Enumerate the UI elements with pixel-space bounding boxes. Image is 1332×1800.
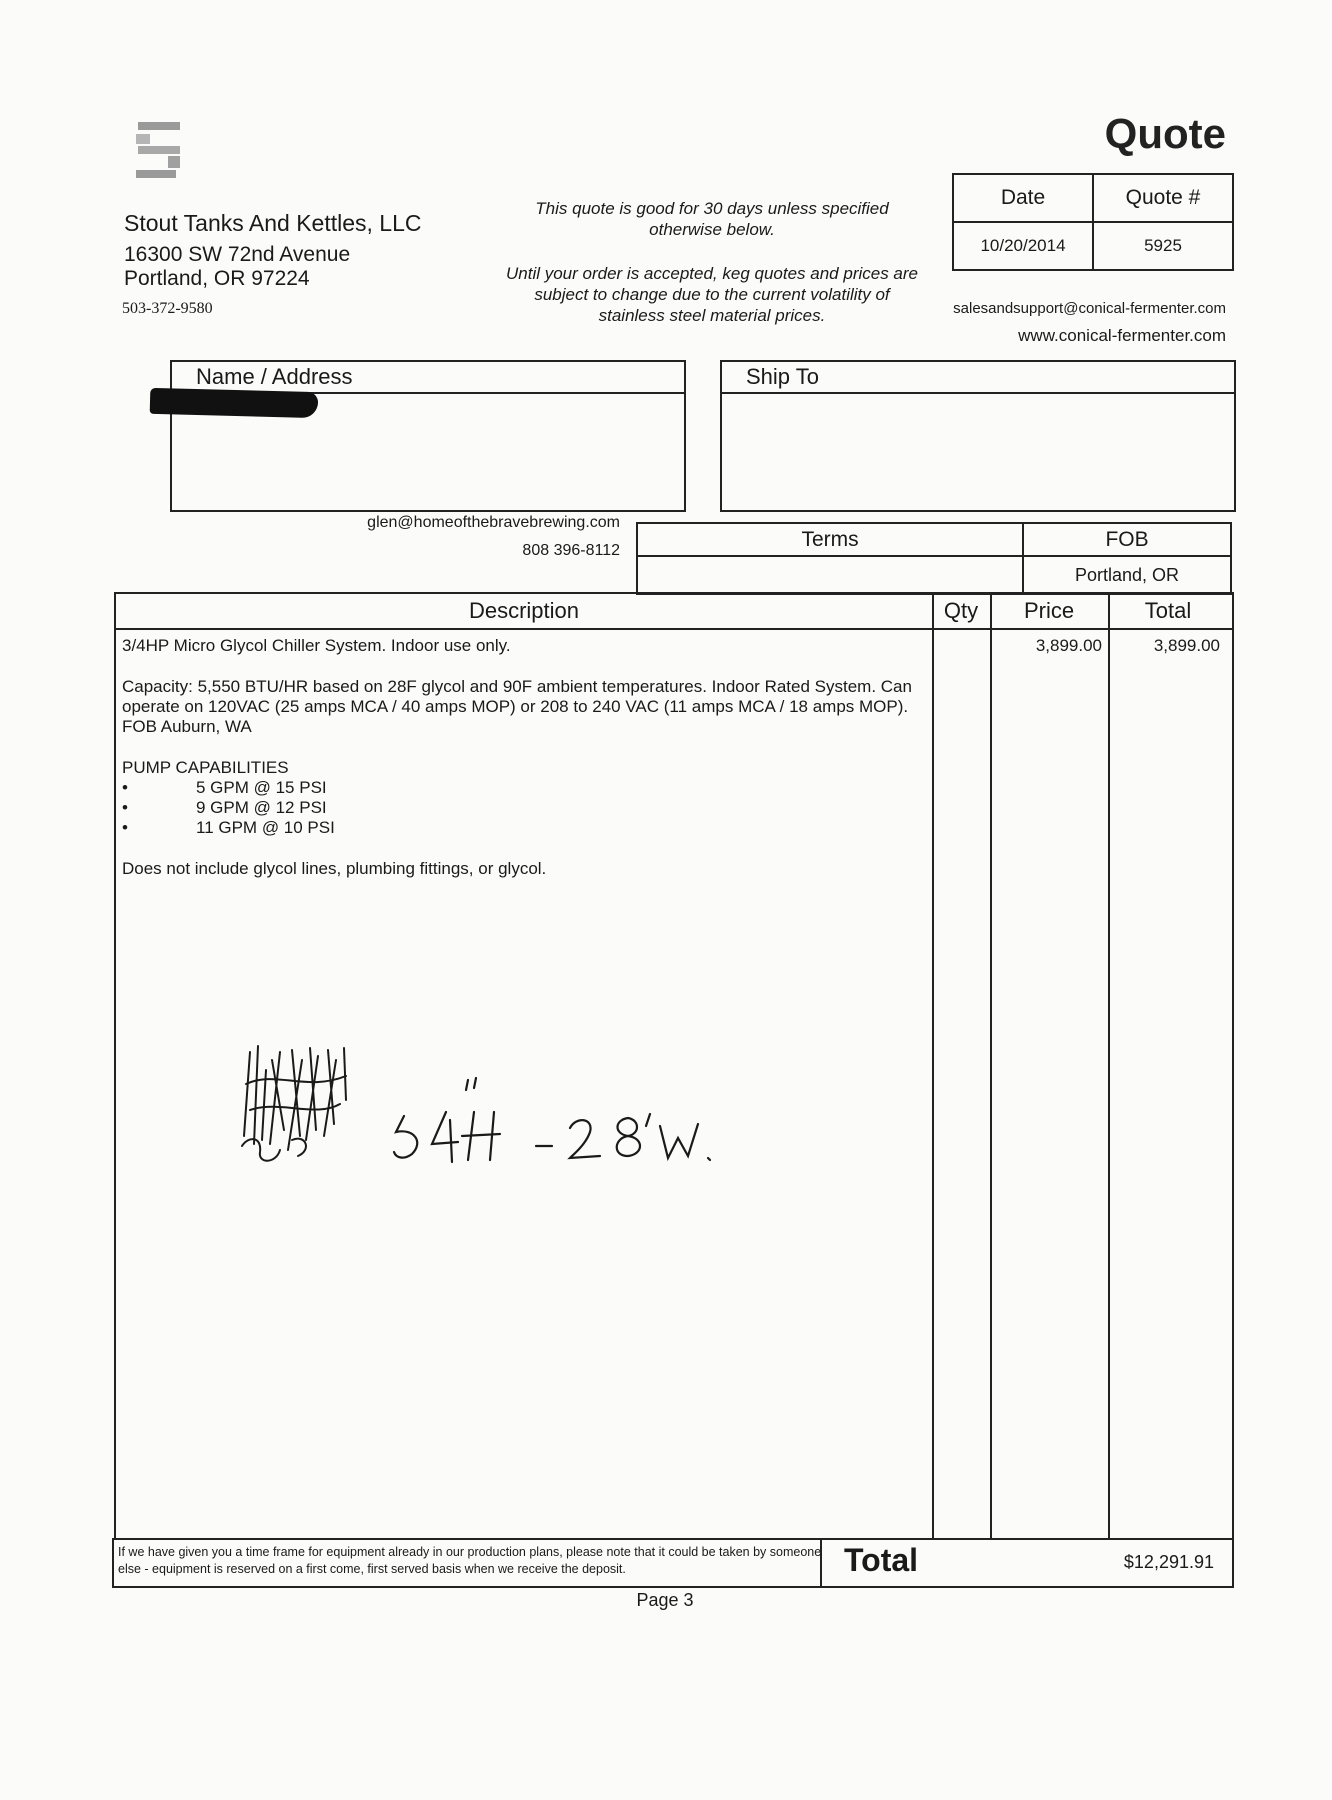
price-header: Price xyxy=(1023,598,1075,623)
customer-phone: 808 396-8112 xyxy=(522,542,620,559)
item-price: 3,899.00 xyxy=(1035,636,1102,655)
column-divider xyxy=(932,594,934,1538)
terms-header: Terms xyxy=(637,523,1023,556)
date-header: Date xyxy=(953,174,1093,222)
pricing-note: Until your order is accepted, keg quotes and prices are subject to change due to the current volatility of stainless steel material prices. xyxy=(506,264,919,325)
address-line-2: Portland, OR 97224 xyxy=(124,267,310,290)
qty-header: Qty xyxy=(943,598,979,623)
column-divider xyxy=(990,594,992,1538)
fob-value: Portland, OR xyxy=(1023,556,1231,594)
name-address-header: Name / Address xyxy=(172,362,684,394)
reservation-note: If we have given you a time frame for equipment already in our production plans, please note that it could be taken by someone else - equipment is reserved on a first come, first served basis when we receive the deposit. xyxy=(118,1545,822,1576)
item-exclusions: Does not include glycol lines, plumbing fittings, or glycol. xyxy=(122,859,547,878)
handwritten-note xyxy=(236,1040,816,1190)
company-name: Stout Tanks And Kettles, LLC xyxy=(124,210,422,236)
footer-divider xyxy=(820,1540,822,1586)
totals-footer xyxy=(112,1538,1234,1588)
customer-email: glen@homeofthebravebrewing.com xyxy=(367,514,620,531)
total-header: Total xyxy=(1144,598,1192,623)
date-quote-table xyxy=(952,173,1234,271)
list-item: • 5 GPM @ 15 PSI xyxy=(122,778,327,797)
company-address xyxy=(124,243,350,291)
date-value: 10/20/2014 xyxy=(953,222,1093,270)
item-capacity: Capacity: 5,550 BTU/HR based on 28F glycol and 90F ambient temperatures. Indoor Rated System. Can operate on 120VAC (25 amps MCA / 40 amps MOP) or 208 to 240 VAC (11 amps MCA / 18 amps MOP). FOB Auburn, WA xyxy=(122,677,912,736)
list-item: • 11 GPM @ 10 PSI xyxy=(122,818,335,837)
page-number: Page 3 xyxy=(636,1590,694,1610)
address-line-1: 16300 SW 72nd Avenue xyxy=(124,243,351,266)
company-logo-icon xyxy=(132,118,186,182)
total-label: Total xyxy=(844,1542,919,1578)
ship-to-box xyxy=(720,360,1236,512)
sales-email: salesandsupport@conical-fermenter.com xyxy=(953,300,1226,317)
item-total: 3,899.00 xyxy=(1153,636,1220,655)
column-divider xyxy=(1108,594,1110,1538)
document-title: Quote xyxy=(1104,110,1226,157)
fob-header: FOB xyxy=(1023,523,1231,556)
scribble-icon xyxy=(242,1046,346,1161)
pump-heading: PUMP CAPABILITIES xyxy=(122,758,289,777)
redaction-mark xyxy=(150,388,319,418)
website: www.conical-fermenter.com xyxy=(1018,326,1226,345)
list-item: • 9 GPM @ 12 PSI xyxy=(122,798,327,817)
item-description xyxy=(122,636,932,879)
total-value: $12,291.91 xyxy=(1123,1552,1214,1572)
line-items-header-row xyxy=(116,594,1232,630)
company-phone: 503-372-9580 xyxy=(122,300,213,317)
terms-value xyxy=(637,556,1023,594)
quote-number-value: 5925 xyxy=(1093,222,1233,270)
validity-note: This quote is good for 30 days unless specified otherwise below. xyxy=(535,199,889,239)
name-address-box xyxy=(170,360,686,512)
item-title: 3/4HP Micro Glycol Chiller System. Indoor use only. xyxy=(122,636,511,655)
ship-to-header: Ship To xyxy=(722,362,1234,394)
quote-number-header: Quote # xyxy=(1093,174,1233,222)
terms-fob-table xyxy=(636,522,1232,595)
description-header: Description xyxy=(468,598,580,623)
handwritten-note-text xyxy=(0,0,1,1)
